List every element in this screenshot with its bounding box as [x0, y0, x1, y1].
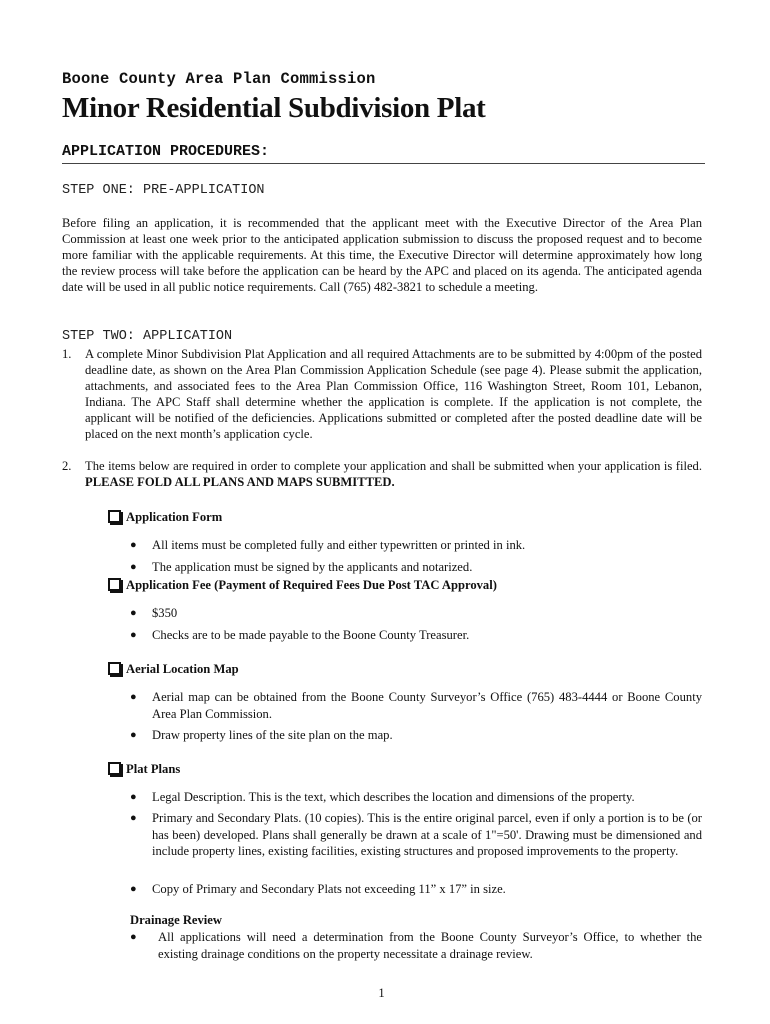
- bullet-icon: ●: [130, 729, 137, 741]
- bullet-icon: ●: [130, 561, 137, 573]
- bullet-item: [130, 605, 702, 622]
- item-number: 2.: [62, 459, 72, 473]
- item-text-plain: The items below are required in order to complete your application and shall be submitted when your application is filed.: [85, 459, 702, 473]
- bullet-item: [130, 559, 702, 576]
- bullet-text: Legal Description. This is the text, which describes the location and dimensions of the property.: [152, 790, 635, 804]
- checkbox-icon[interactable]: [108, 762, 121, 775]
- bullet-item: [130, 689, 702, 722]
- bullet-item: [130, 627, 702, 644]
- drainage-review-heading: Drainage Review: [130, 913, 222, 927]
- bullet-item: [130, 537, 702, 554]
- step-one-heading: STEP ONE: PRE-APPLICATION: [62, 183, 265, 198]
- checkbox-icon[interactable]: [108, 578, 121, 591]
- organization-name: Boone County Area Plan Commission: [62, 70, 376, 88]
- bullet-item: [130, 929, 702, 962]
- bullet-item: [130, 810, 702, 860]
- bullet-icon: ●: [130, 629, 137, 641]
- section-heading: APPLICATION PROCEDURES:: [62, 143, 270, 160]
- bullet-text: Aerial map can be obtained from the Boone County Surveyor’s Office (765) 483-4444 or Boone County Area Plan Commission.: [152, 690, 702, 721]
- section-divider: [62, 163, 705, 164]
- bullet-icon: ●: [130, 883, 137, 895]
- item-text: A complete Minor Subdivision Plat Application and all required Attachments are to be submitted by 4:00pm of the posted deadline date, as shown on the Area Plan Commission Application Schedule (see page 4). Please submit the application, attachments, and associated fees to the Area Plan Commission Office, 116 Washington Street, Room 101, Lebanon, Indiana. The APC Staff shall determine whether the application is complete. If the application is not complete, the applicant will be notified of the deficiencies. Applications submitted or completed after the posted deadline date will be placed on the next month’s application cycle.: [85, 347, 702, 441]
- document-title: Minor Residential Subdivision Plat: [62, 92, 486, 124]
- bullet-icon: ●: [130, 791, 137, 803]
- bullet-icon: ●: [130, 539, 137, 551]
- bullet-text: Copy of Primary and Secondary Plats not exceeding 11” x 17” in size.: [152, 882, 506, 896]
- bullet-text: Checks are to be made payable to the Boone County Treasurer.: [152, 628, 470, 642]
- bullet-text: All applications will need a determination from the Boone County Surveyor’s Office, to whether the existing drainage conditions on the property necessitate a drainage review.: [158, 930, 702, 961]
- checklist-label: Application Fee (Payment of Required Fees Due Post TAC Approval): [126, 578, 497, 592]
- item-number: 1.: [62, 347, 72, 361]
- bullet-text: $350: [152, 606, 178, 620]
- bullet-text: All items must be completed fully and either typewritten or printed in ink.: [152, 538, 526, 552]
- step-one-paragraph: Before filing an application, it is recommended that the applicant meet with the Executive Director of the Area Plan Commission at least one week prior to the anticipated application submission to discuss the proposed request and to become more familiar with the applicable requirements. At this time, the Executive Director will determine approximately how long the review process will take before the application can be heard by the APC and placed on its agenda. The anticipated agenda date will be used in all public notice requirements. Call (765) 482-3821 to schedule a meeting.: [62, 216, 702, 294]
- checklist-item-plat-plans: [108, 762, 180, 777]
- bullet-icon: ●: [130, 607, 137, 619]
- checklist-label: Plat Plans: [126, 762, 181, 776]
- bullet-item: [130, 727, 702, 744]
- bullet-icon: ●: [130, 931, 137, 943]
- bullet-item: [130, 881, 702, 898]
- bullet-icon: ●: [130, 691, 137, 703]
- checklist-item-application-form: [108, 510, 222, 525]
- bullet-text: Primary and Secondary Plats. (10 copies). This is the entire original parcel, even if only a portion is to be (or has been) developed. Plans shall generally be drawn at a scale of 1"=50'. Drawing must be dimensioned and include property lines, existing facilities, existing structures and proposed improvements to the property.: [152, 811, 702, 858]
- numbered-item-1: [62, 346, 702, 442]
- checkbox-icon[interactable]: [108, 662, 121, 675]
- bullet-text: The application must be signed by the applicants and notarized.: [152, 560, 473, 574]
- numbered-item-2: [62, 458, 702, 490]
- page-number: 1: [378, 986, 385, 1000]
- checklist-item-application-fee: [108, 578, 497, 593]
- bullet-text: Draw property lines of the site plan on the map.: [152, 728, 393, 742]
- checklist-label: Aerial Location Map: [126, 662, 239, 676]
- bullet-icon: ●: [130, 812, 137, 824]
- checklist-label: Application Form: [126, 510, 223, 524]
- item-text-bold: PLEASE FOLD ALL PLANS AND MAPS SUBMITTED.: [85, 475, 395, 489]
- item-text: [85, 458, 702, 490]
- step-two-heading: STEP TWO: APPLICATION: [62, 329, 233, 344]
- checklist-item-aerial-location-map: [108, 662, 239, 677]
- bullet-item: [130, 789, 702, 806]
- checkbox-icon[interactable]: [108, 510, 121, 523]
